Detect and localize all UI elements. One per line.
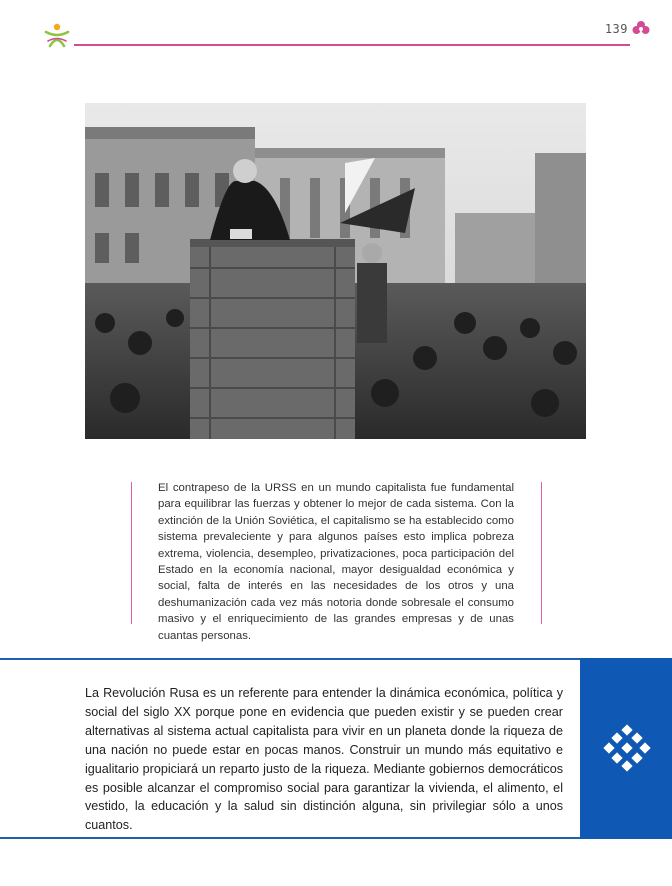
body-paragraph: La Revolución Rusa es un referente para entender la dinámica económica, política y social del siglo XX porque pone en evidencia que pueden existir y se pueden crear alternativas al sistema actual capitalista para vivir en un planeta donde la riqueza de una nación no puede estar en pocas manos. Construir un mundo más equitativo e igualitario propiciará un reparto justo de la riqueza. Mediante gobiernos democráticos es posible alcanzar el compromiso social para garantizar la vivienda, el alimento, el vestido, la educación y la salud sin distinción alguna, sin privilegiar sólo a unos cuantos. — [85, 686, 563, 833]
flower-icon — [632, 20, 650, 38]
historical-photo-icon — [85, 103, 586, 439]
section-rule-top — [0, 658, 586, 660]
historical-photo — [85, 103, 586, 439]
photo-caption: El contrapeso de la URSS en un mundo capitalista fue fundamental para equilibrar las fuerzas y obtener lo mejor de cada sistema. Con la extinción de la Unión Soviética, el capitalismo se ha establecido como sistema prevaleciente y para algunos países esto implica pobreza extrema, violencia, desempleo, privatizaciones, poca participación del Estado en la economía nacional, mayor desigualdad económica y social, falta de interés en las necesidades de los otros y una deshumanización cada vez más notoria donde sobresale el consumo masivo y el enriquecimiento de las grandes empresas y de unas cuantas personas. — [158, 482, 514, 642]
header-rule — [74, 44, 630, 46]
snowflake-emblem-icon — [603, 724, 651, 772]
sep-logo-icon — [42, 20, 72, 50]
section-rule-bottom — [0, 837, 586, 839]
page-number: 139 — [604, 22, 628, 36]
